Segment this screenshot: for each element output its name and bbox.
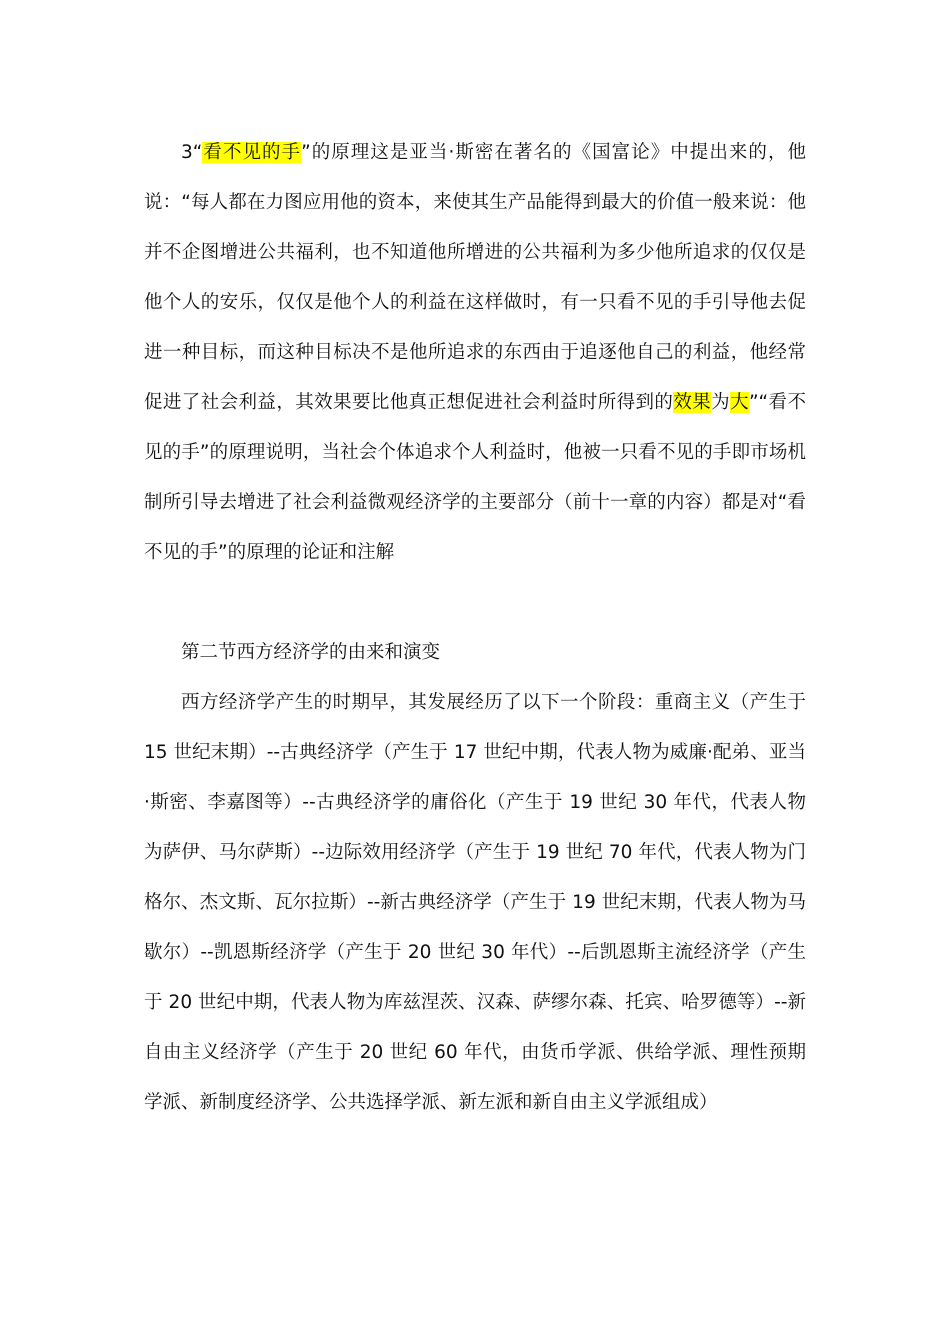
- paragraph-number: 3: [181, 142, 193, 163]
- paragraph-text: ”的原理这是亚当·斯密在著名的《国富论》中提出来的，他说：“每人都在力图应用他的资本，来使其生产品能得到最大的价值一般来说：他并不企图增进公共福利，也不知道他所增进的公共福利为多少他所追求的仅仅是他个人的安乐，仅仅是他个人的利益在这样做时，有一只看不见的手引导他去促进一种目标，而这种目标决不是他所追求的东西由于追逐他自己的利益，他经常促进了社会利益，其效果要比他真正想促进社会利益时所得到的: [144, 142, 806, 413]
- plain-word-wei: 为: [711, 392, 731, 413]
- paragraph-text-continued: ”“看不见的手”的原理说明，当社会个体追求个人利益时，他被一只看不见的手即市场机制所引导去增进了社会利益微观经济学的主要部分（前十一章的内容）都是对“看不见的手”的原理的论证和注解: [144, 392, 806, 563]
- highlighted-word-effect: 效果: [673, 392, 712, 413]
- document-body: [144, 128, 806, 1128]
- quote-open: “: [192, 142, 203, 163]
- highlighted-term-invisible-hand: 看不见的手: [202, 142, 302, 163]
- section-heading: 第二节西方经济学的由来和演变: [181, 642, 441, 663]
- highlighted-word-big: 大: [730, 392, 749, 413]
- section-spacer: [144, 578, 806, 628]
- paragraph-invisible-hand: [144, 128, 806, 578]
- paragraph-history: 西方经济学产生的时期早，其发展经历了以下一个阶段：重商主义（产生于 15 世纪末期）--古典经济学（产生于 17 世纪中期，代表人物为威廉·配弟、亚当·斯密、李嘉图等）--古典经济学的庸俗化（产生于 19 世纪 30 年代，代表人物为萨伊、马尔萨斯）--边际效用经济学（产生于 19 世纪 70 年代，代表人物为门格尔、杰文斯、瓦尔拉斯）--新古典经济学（产生于 19 世纪末期，代表人物为马歇尔）--凯恩斯经济学（产生于 20 世纪 30 年代）--后凯恩斯主流经济学（产生于 20 世纪中期，代表人物为库兹涅茨、汉森、萨缪尔森、托宾、哈罗德等）--新自由主义经济学（产生于 20 世纪 60 年代，由货币学派、供给学派、理性预期学派、新制度经济学、公共选择学派、新左派和新自由主义学派组成）: [144, 692, 806, 1113]
